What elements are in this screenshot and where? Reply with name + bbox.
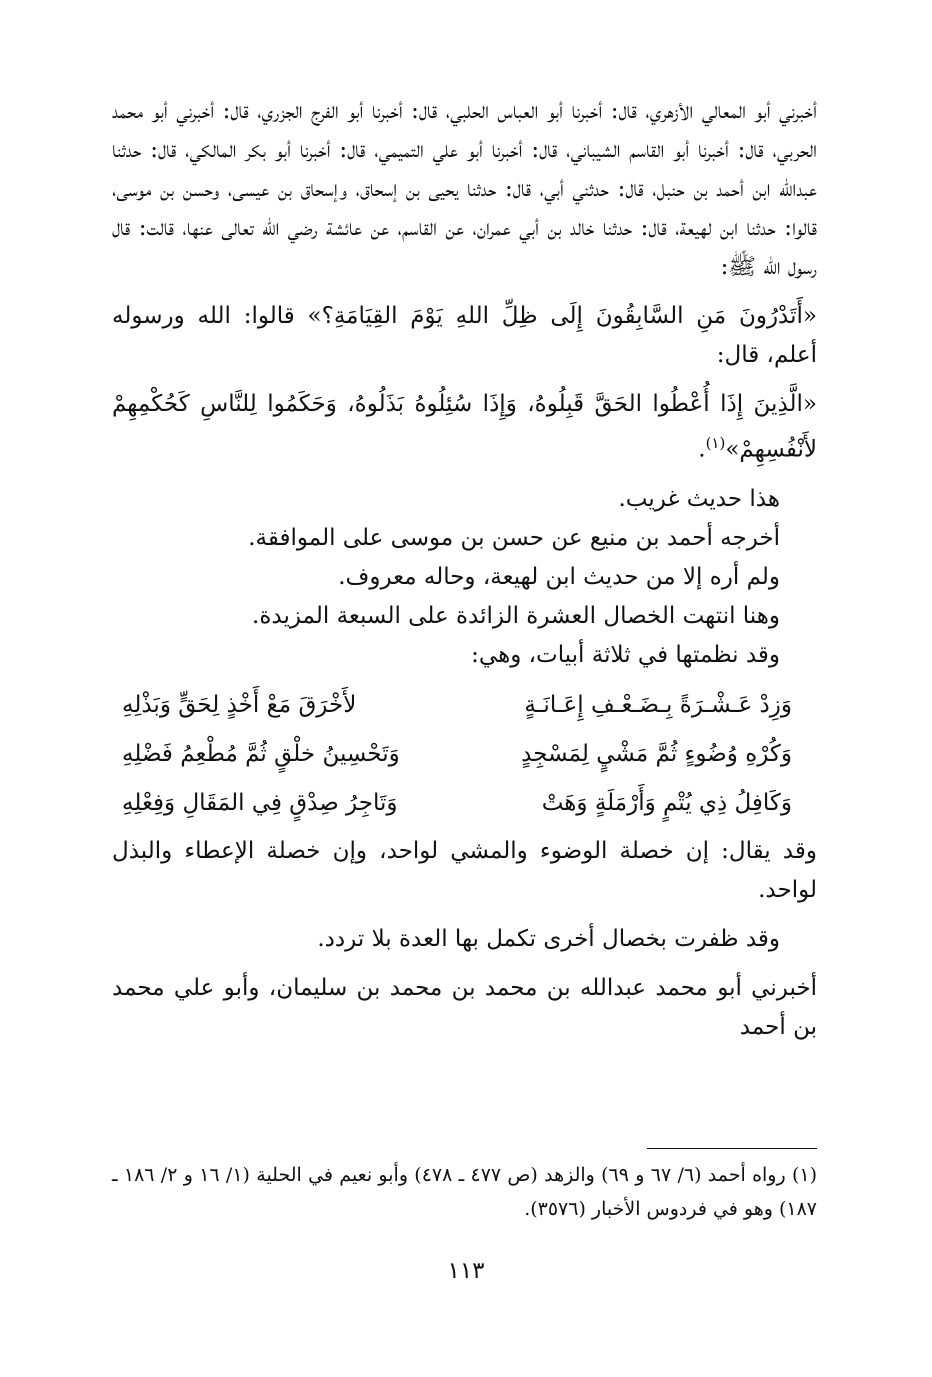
poem-verse xyxy=(112,681,817,730)
footnote-text: (١) رواه أحمد (٦/ ٦٧ و ٦٩) والزهد (ص ٤٧٧ ـ ٤٧٨) وأبو نعيم في الحلية (١/ ١٦ و ٢/ ١٨٦ ـ ١٨٧) وهو في فردوس الأخبار (٣٥٧٦). xyxy=(112,1164,817,1220)
verse-first-hemistich: وَزِدْ عَـشْـرَةً بِـضَـعْـفِ إِعَـانَـةٍ xyxy=(524,691,792,718)
footnote-marker: (١) xyxy=(705,434,726,452)
poem-verse xyxy=(112,779,817,828)
isnad-paragraph-2: أخبرني أبو محمد عبدالله بن محمد بن محمد بن سليمان، وأبو علي محمد بن أحمد xyxy=(112,974,817,1040)
verse-first-hemistich: وَكُرْهِ وُضُوءٍ ثُمَّ مَشْيٍ لِمَسْجِدٍ xyxy=(521,740,792,767)
comment-line-3: ولم أره إلا من حديث ابن لهيعة، وحاله معروف. xyxy=(338,563,780,590)
verse-first-hemistich: وَكَافِلُ ذِي يُتْمٍ وَأَرْمَلَةٍ وَهَتْ xyxy=(541,789,792,816)
main-text xyxy=(112,92,817,1047)
footnote-separator xyxy=(647,1148,817,1149)
footnote xyxy=(112,1158,817,1226)
verse-second-hemistich: وَتَاجِرُ صِدْقٍ فِي المَقَالِ وَفِعْلِهِ xyxy=(122,789,398,816)
hadith-quote-2-text: «الَّذِينَ إِذَا أُعْطُوا الحَقَّ قَبِلُوهُ، وَإِذَا سُئِلُوهُ بَذَلُوهُ، وَحَكَمُوا لِلنَّاسِ كَحُكْمِهِمْ لأَنْفُسِهِمْ» xyxy=(112,391,817,463)
comment-line-5: وقد نظمتها في ثلاثة أبيات، وهي: xyxy=(471,641,780,668)
comment-line-1: هذا حديث غريب. xyxy=(618,485,780,512)
verse-second-hemistich: وَتَحْسِينُ خلْقٍ ثُمَّ مُطْعِمُ فَضْلِهِ xyxy=(122,740,400,767)
isnad-paragraph: أخبرني أبو المعالي الأزهري، قال: أخبرنا أبو العباس الحلبي، قال: أخبرنا أبو الفرج الجزري، قال: أخبرني أبو محمد الحربي، قال: أخبرنا أبو القاسم الشيباني، قال: أخبرنا أبو علي التميمي، قال: أخبرنا أبو بكر المالكي، قال: حدثنا عبدالله ابن أحمد بن حنبل، قال: حدثني أبي، قال: حدثنا يحيى بن إسحاق، وإسحاق بن عيسى، وحسن بن موسى، قالوا: حدثنا ابن لهيعة، قال: حدثنا خالد بن أبي عمران، عن القاسم، عن عائشة رضي الله تعالى عنها، قالت: قال رسول الله ﷺ: xyxy=(112,98,817,280)
poem-verse xyxy=(112,730,817,779)
comment-line-4: وهنا انتهت الخصال العشرة الزائدة على السبعة المزيدة. xyxy=(252,602,780,629)
poem xyxy=(112,681,817,828)
hadith-quote-2 xyxy=(112,385,817,470)
hadith-quote-2-end: . xyxy=(698,436,706,463)
verse-second-hemistich: لأَخْرَقَ مَعْ أَخْذٍ لِحَقٍّ وَبَذْلِهِ xyxy=(122,691,357,718)
page-number: ١١٣ xyxy=(447,1258,485,1284)
comment-line-2: أخرجه أحمد بن منيع عن حسن بن موسى على الموافقة. xyxy=(248,524,780,551)
comment-line-6: وقد ظفرت بخصال أخرى تكمل بها العدة بلا تردد. xyxy=(317,925,780,952)
hadith-quote-1: «أَتَدْرُونَ مَنِ السَّابِقُونَ إِلَى ظِلِّ اللهِ يَوْمَ القِيَامَةِ؟» قالوا: الله ورسوله أعلم، قال: xyxy=(112,303,817,368)
note-paragraph: وقد يقال: إن خصلة الوضوء والمشي لواحد، وإن خصلة الإعطاء والبذل لواحد. xyxy=(112,837,817,903)
